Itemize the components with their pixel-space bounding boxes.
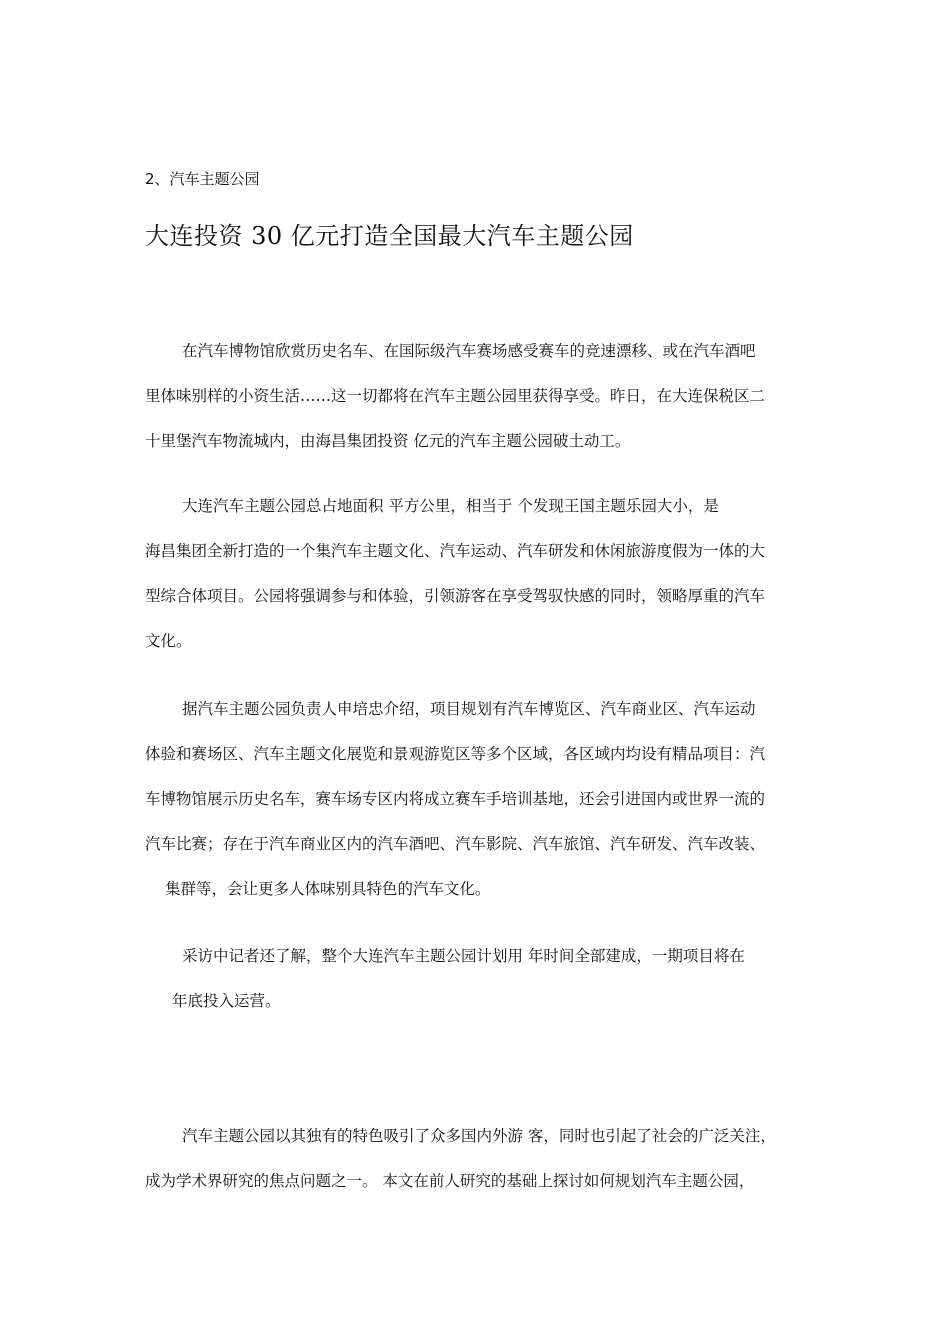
section-label: 2、汽车主题公园 xyxy=(145,170,260,188)
paragraph-line: 年底投入运营。 xyxy=(172,992,281,1010)
article-title: 大连投资 30 亿元打造全国最大汽车主题公园 xyxy=(145,222,634,250)
paragraph-line: 体验和赛场区、汽车主题文化展览和景观游览区等多个区域，各区域内均设有精品项目：汽 xyxy=(145,745,766,763)
paragraph-line: 在汽车博物馆欣赏历史名车、在国际级汽车赛场感受赛车的竞速漂移、或在汽车酒吧 xyxy=(182,342,756,360)
paragraph-line: 海昌集团全新打造的一个集汽车主题文化、汽车运动、汽车研发和休闲旅游度假为一体的大 xyxy=(145,542,766,560)
paragraph-line: 十里堡汽车物流城内，由海昌集团投资 亿元的汽车主题公园破土动工。 xyxy=(145,432,631,450)
paragraph-line: 车博物馆展示历史名车，赛车场专区内将成立赛车手培训基地，还会引进国内或世界一流的 xyxy=(145,790,766,808)
paragraph-line: 型综合体项目。公园将强调参与和体验，引领游客在享受驾驭快感的同时，领略厚重的汽车 xyxy=(145,587,766,605)
paragraph-line: 汽车主题公园以其独有的特色吸引了众多国内外游 客，同时也引起了社会的广泛关注， xyxy=(182,1127,776,1145)
paragraph-line: 汽车比赛；存在于汽车商业区内的汽车酒吧、汽车影院、汽车旅馆、汽车研发、汽车改装、 xyxy=(145,835,766,853)
paragraph-line: 文化。 xyxy=(145,632,192,650)
paragraph-line: 里体味别样的小资生活……这一切都将在汽车主题公园里获得享受。昨日，在大连保税区二 xyxy=(145,387,766,405)
paragraph-line: 大连汽车主题公园总占地面积 平方公里，相当于 个发现王国主题乐园大小，是 xyxy=(182,497,719,515)
paragraph-line: 采访中记者还了解，整个大连汽车主题公园计划用 年时间全部建成，一期项目将在 xyxy=(182,947,745,965)
paragraph-line: 集群等，会让更多人体味别具特色的汽车文化。 xyxy=(165,880,491,898)
paragraph-line: 据汽车主题公园负责人申培忠介绍，项目规划有汽车博览区、汽车商业区、汽车运动 xyxy=(182,700,756,718)
paragraph-line: 成为学术界研究的焦点问题之一。 本文在前人研究的基础上探讨如何规划汽车主题公园， xyxy=(145,1172,755,1190)
